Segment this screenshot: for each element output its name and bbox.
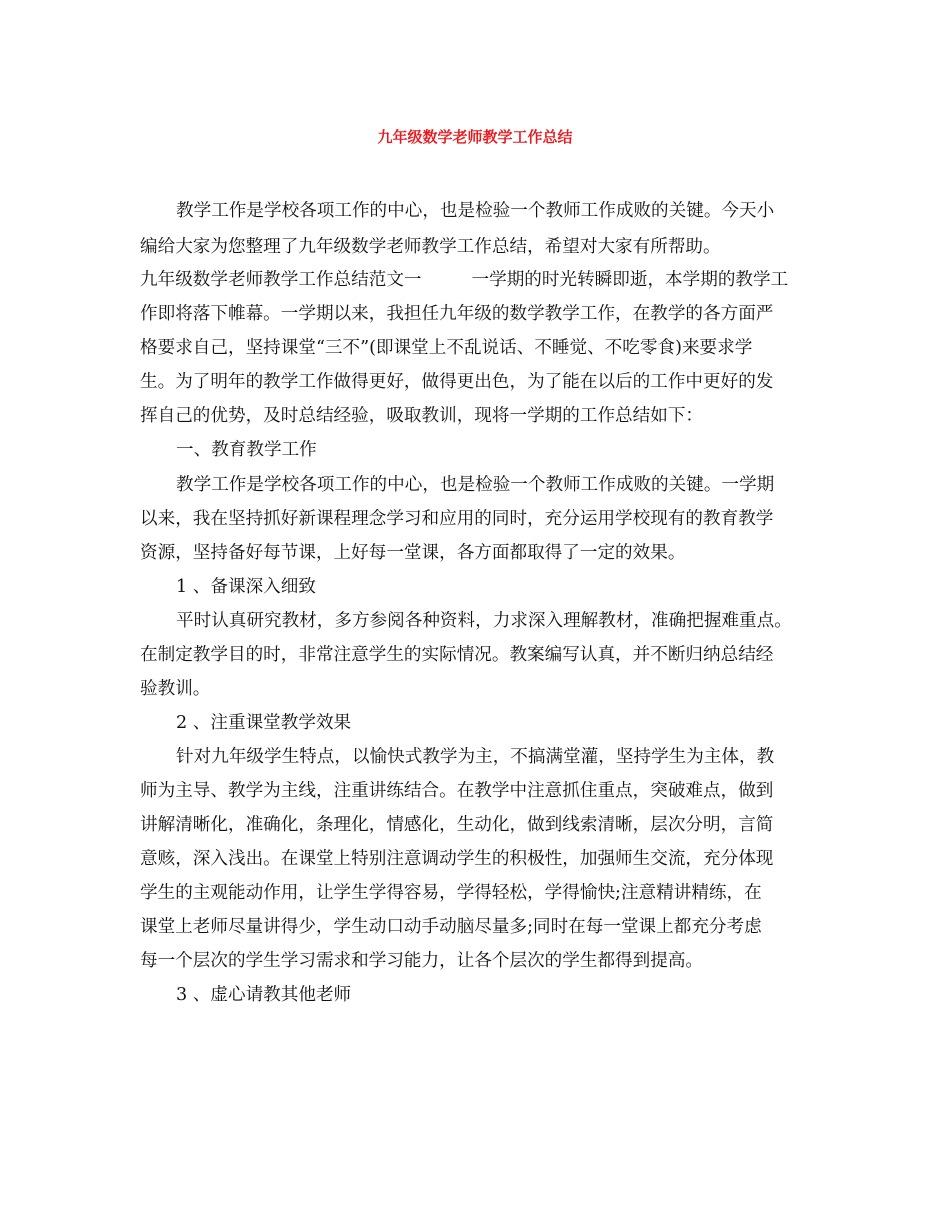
paragraph-line: 资源，坚持备好每节课，上好每一堂课，各方面都取得了一定的效果。 <box>140 543 686 563</box>
paragraph-line: 生。为了明年的教学工作做得更好，做得更出色，为了能在以后的工作中更好的发 <box>140 372 774 392</box>
paragraph-line: 以来，我在坚持抓好新课程理念学习和应用的同时，充分运用学校现有的教育教学 <box>140 509 774 529</box>
document-title: 九年级数学老师教学工作总结 <box>377 128 573 146</box>
subsection-heading: 1 、备课深入细致 <box>176 577 316 597</box>
paragraph-line: 作即将落下帷幕。一学期以来，我担任九年级的数学教学工作，在教学的各方面严 <box>140 304 774 324</box>
paragraph-line: 教学工作是学校各项工作的中心，也是检验一个教师工作成败的关键。一学期 <box>176 475 775 495</box>
paragraph-line: 编给大家为您整理了九年级数学老师教学工作总结，希望对大家有所帮助。 <box>140 237 721 257</box>
paragraph-line: 意赅，深入浅出。在课堂上特别注意调动学生的积极性，加强师生交流，充分体现 <box>140 849 774 869</box>
paragraph-line: 挥自己的优势，及时总结经验，吸取教训，现将一学期的工作总结如下： <box>140 406 704 426</box>
section-heading: 一、教育教学工作 <box>176 440 317 460</box>
paragraph-line: 在制定教学目的时，非常注意学生的实际情况。教案编写认真，并不断归纳总结经 <box>140 645 774 665</box>
paragraph-line: 师为主导、教学为主线，注重讲练结合。在教学中注意抓住重点，突破难点，做到 <box>140 781 774 801</box>
paragraph-line: 针对九年级学生特点，以愉快式教学为主，不搞满堂灌，坚持学生为主体，教 <box>176 747 775 767</box>
paragraph-line: 学生的主观能动作用，让学生学得容易，学得轻松，学得愉快;注意精讲精练，在 <box>140 883 762 903</box>
paragraph-line: 教学工作是学校各项工作的中心，也是检验一个教师工作成败的关键。今天小 <box>176 201 775 221</box>
subsection-heading: 3 、虚心请教其他老师 <box>176 985 352 1005</box>
paragraph-line: 课堂上老师尽量讲得少，学生动口动手动脑尽量多;同时在每一堂课上都充分考虑 <box>140 917 762 937</box>
paragraph-line: 平时认真研究教材，多方参阅各种资料，力求深入理解教材，准确把握难重点。 <box>176 611 792 631</box>
paragraph-line <box>140 269 788 291</box>
paragraph-line: 验教训。 <box>140 679 211 699</box>
subsection-heading: 2 、注重课堂教学效果 <box>176 713 352 733</box>
sample-heading: 九年级数学老师教学工作总结范文一 <box>140 270 422 290</box>
paragraph-line: 每一个层次的学生学习需求和学习能力，让各个层次的学生都得到提高。 <box>140 951 704 971</box>
paragraph-line: 格要求自己，坚持课堂“三不”(即课堂上不乱说话、不睡觉、不吃零食)来要求学 <box>140 338 753 358</box>
paragraph-line: 讲解清晰化，准确化，条理化，情感化，生动化，做到线索清晰，层次分明，言简 <box>140 815 774 835</box>
paragraph-text: 一学期的时光转瞬即逝，本学期的教学工 <box>471 270 789 290</box>
